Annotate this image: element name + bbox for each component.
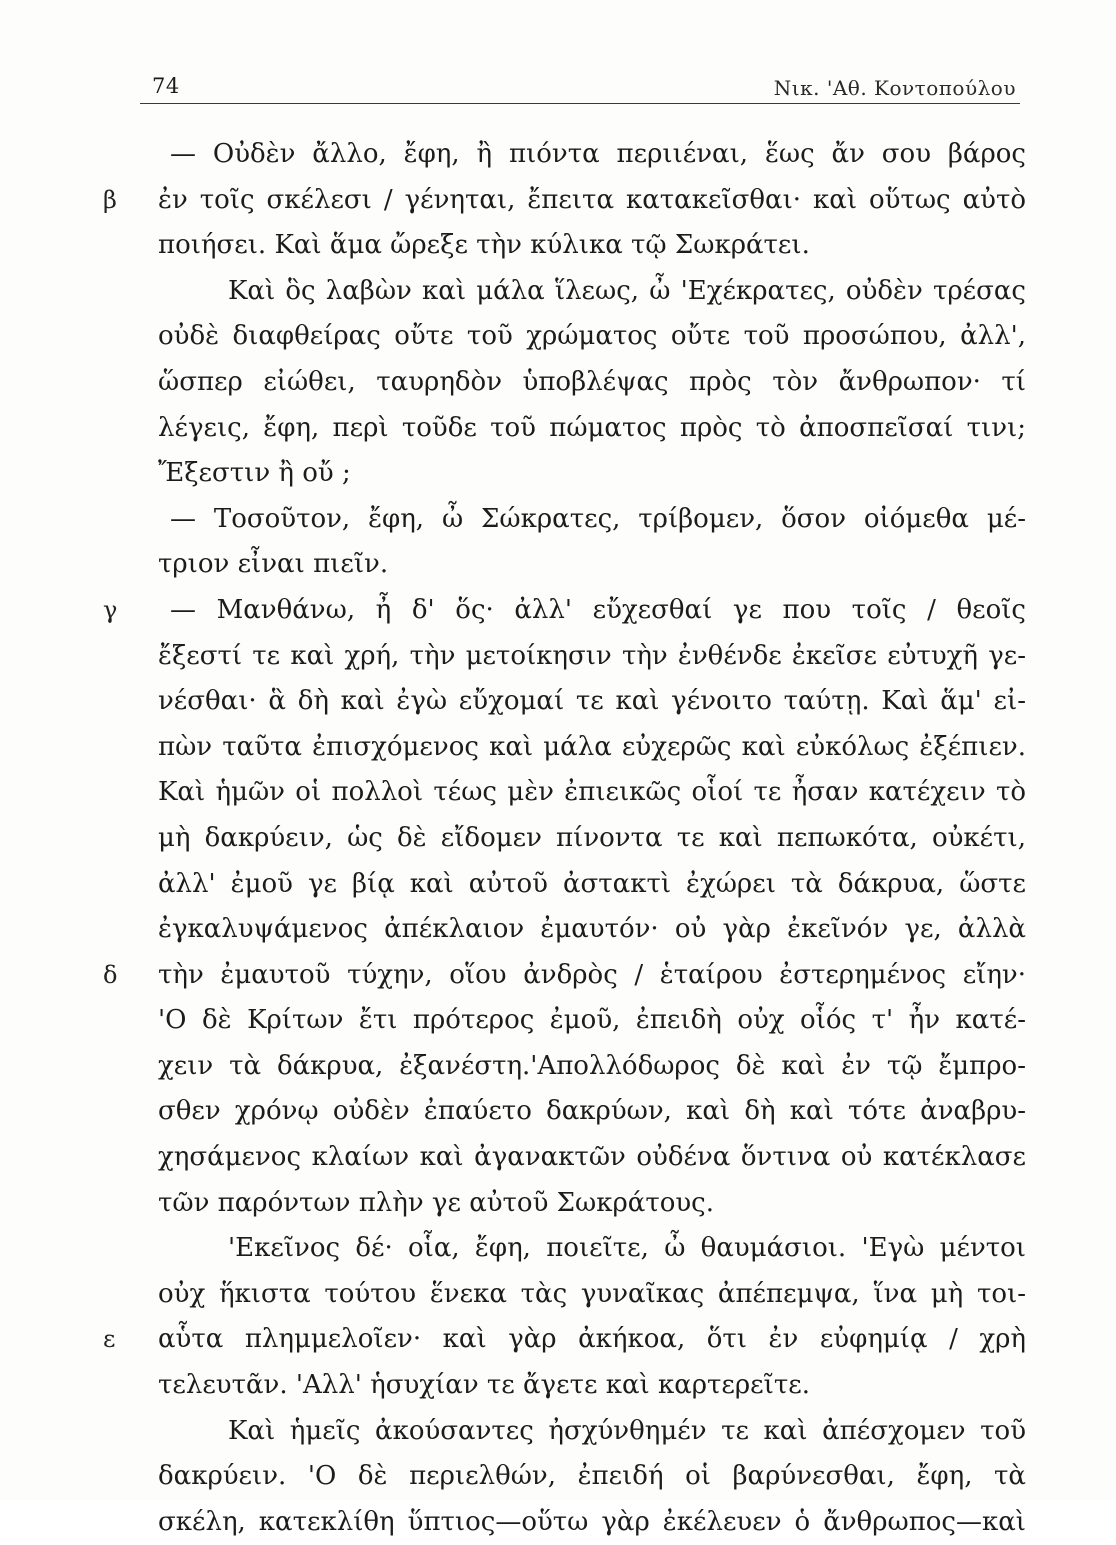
text-line [158, 816, 1026, 862]
text-line [158, 1500, 1026, 1545]
line-text: πὼν ταῦτα ἐπισχόμενος καὶ μάλα εὐχερῶς καὶ εὐκόλως ἐξέπιεν. [158, 731, 1026, 762]
text-line [158, 998, 1026, 1044]
margin-section-marker: β [103, 185, 117, 214]
line-text: Καὶ ὃς λαβὼν καὶ μάλα ἵλεως, ὦ 'Εχέκρατες, οὐδὲν τρέσας [228, 275, 1026, 306]
margin-section-marker: ε [103, 1325, 116, 1354]
line-text: ἐν τοῖς σκέλεσι / γένηται, ἔπειτα κατακεῖσθαι· καὶ οὕτως αὐτὸ [158, 184, 1026, 215]
text-line [158, 451, 1026, 497]
running-head: Νικ. 'Αθ. Κοντοπούλου [773, 76, 1016, 100]
line-text: τῶν παρόντων πλὴν γε αὐτοῦ Σωκράτους. [158, 1187, 715, 1218]
line-text: ἔξεστί τε καὶ χρή, τὴν μετοίκησιν τὴν ἐνθένδε ἐκεῖσε εὐτυχῆ γε- [158, 640, 1026, 671]
line-text: αὗτα πλημμελοῖεν· καὶ γὰρ ἀκήκοα, ὅτι ἐν εὐφημίᾳ / χρὴ [158, 1324, 1026, 1355]
line-text: ποιήσει. Καὶ ἅμα ὤρεξε τὴν κύλικα τῷ Σωκράτει. [158, 230, 810, 261]
line-text: χειν τὰ δάκρυα, ἐξανέστη.'Απολλόδωρος δὲ καὶ ἐν τῷ ἔμπρο- [158, 1050, 1026, 1081]
text-line [158, 770, 1026, 816]
text-line [158, 269, 1026, 315]
text-line [158, 542, 1026, 588]
line-text: 'Εκεῖνος δέ· οἷα, ἔφη, ποιεῖτε, ὦ θαυμάσιοι. 'Εγὼ μέντοι [228, 1233, 1026, 1264]
text-line [158, 360, 1026, 406]
line-text: — Μανθάνω, ἦ δ' ὅς· ἀλλ' εὔχεσθαί γε που τοῖς / θεοῖς [170, 594, 1026, 625]
line-text: Καὶ ἡμεῖς ἀκούσαντες ἠσχύνθημέν τε καὶ ἀπέσχομεν τοῦ [228, 1415, 1026, 1446]
body-text [103, 132, 1026, 1545]
text-line [158, 406, 1026, 452]
text-line [158, 1454, 1026, 1500]
page-header [140, 70, 1020, 104]
margin-section-marker: γ [103, 595, 118, 624]
line-text: μὴ δακρύειν, ὡς δὲ εἴδομεν πίνοντα τε καὶ πεπωκότα, οὐκέτι, [158, 822, 1026, 853]
text-line [103, 953, 1026, 999]
line-text: ὥσπερ εἰώθει, ταυρηδὸν ὑποβλέψας πρὸς τὸν ἄνθρωπον· τί [158, 366, 1026, 397]
line-text: οὐδὲ διαφθείρας οὔτε τοῦ χρώματος οὔτε τοῦ προσώπου, ἀλλ', [158, 321, 1026, 352]
line-text: οὐχ ἥκιστα τούτου ἕνεκα τὰς γυναῖκας ἀπέπεμψα, ἵνα μὴ τοι- [158, 1278, 1026, 1309]
text-line [158, 634, 1026, 680]
line-text: λέγεις, ἔφη, περὶ τοῦδε τοῦ πώματος πρὸς τὸ ἀποσπεῖσαί τινι; [158, 412, 1026, 443]
line-text: ἐγκαλυψάμενος ἀπέκλαιον ἐμαυτόν· οὐ γὰρ ἐκεῖνόν γε, ἀλλὰ [158, 914, 1026, 945]
text-line [158, 1089, 1026, 1135]
line-text: τελευτᾶν. 'Αλλ' ἡσυχίαν τε ἄγετε καὶ καρτερεῖτε. [158, 1370, 810, 1401]
text-line [103, 588, 1026, 634]
line-text: 'Ο δὲ Κρίτων ἔτι πρότερος ἐμοῦ, ἐπειδὴ οὐχ οἷός τ' ἦν κατέ- [158, 1005, 1026, 1036]
text-line [103, 178, 1026, 224]
text-line [158, 132, 1026, 178]
text-line [158, 725, 1026, 771]
text-line [158, 679, 1026, 725]
line-text: Καὶ ἡμῶν οἱ πολλοὶ τέως μὲν ἐπιεικῶς οἷοί τε ἦσαν κατέχειν τὸ [158, 777, 1026, 808]
line-text: — Οὐδὲν ἄλλο, ἔφη, ἢ πιόντα περιιέναι, ἕως ἄν σου βάρος [170, 139, 1026, 169]
margin-section-marker: δ [103, 960, 118, 989]
text-line [158, 1181, 1026, 1227]
line-text: νέσθαι· ἃ δὴ καὶ ἐγὼ εὔχομαί τε καὶ γένοιτο ταύτῃ. Καὶ ἅμ' εἰ- [158, 686, 1026, 717]
text-line [158, 1226, 1026, 1272]
line-text: σκέλη, κατεκλίθη ὕπτιος—οὕτω γὰρ ἐκέλευεν ὁ ἄνθρωπος—καὶ [158, 1506, 1026, 1537]
line-text: — Τοσοῦτον, ἔφη, ὦ Σώκρατες, τρίβομεν, ὅσον οἰόμεθα μέ- [170, 503, 1026, 534]
line-text: ἀλλ' ἐμοῦ γε βίᾳ καὶ αὐτοῦ ἀστακτὶ ἐχώρει τὰ δάκρυα, ὥστε [158, 868, 1026, 899]
text-line [158, 314, 1026, 360]
line-text: σθεν χρόνῳ οὐδὲν ἐπαύετο δακρύων, καὶ δὴ καὶ τότε ἀναβρυ- [158, 1096, 1026, 1127]
page-number: 74 [152, 74, 180, 98]
text-line [158, 1135, 1026, 1181]
line-text: Ἔξεστιν ἢ οὔ ; [158, 458, 351, 489]
line-text: τὴν ἐμαυτοῦ τύχην, οἵου ἀνδρὸς / ἑταίρου ἐστερημένος εἴην· [158, 959, 1026, 990]
text-line [103, 1317, 1026, 1363]
text-line [158, 1044, 1026, 1090]
header-rule [140, 103, 1020, 104]
line-text: τριον εἶναι πιεῖν. [158, 549, 389, 580]
text-line [158, 223, 1026, 269]
text-line [158, 497, 1026, 543]
line-text: δακρύειν. 'Ο δὲ περιελθών, ἐπειδή οἱ βαρύνεσθαι, ἔφη, τὰ [158, 1461, 1026, 1492]
line-text: χησάμενος κλαίων καὶ ἀγανακτῶν οὐδένα ὅντινα οὐ κατέκλασε [158, 1142, 1026, 1173]
text-line [158, 907, 1026, 953]
text-line [158, 1272, 1026, 1318]
text-line [158, 1363, 1026, 1409]
text-line [158, 862, 1026, 908]
text-line [158, 1409, 1026, 1455]
